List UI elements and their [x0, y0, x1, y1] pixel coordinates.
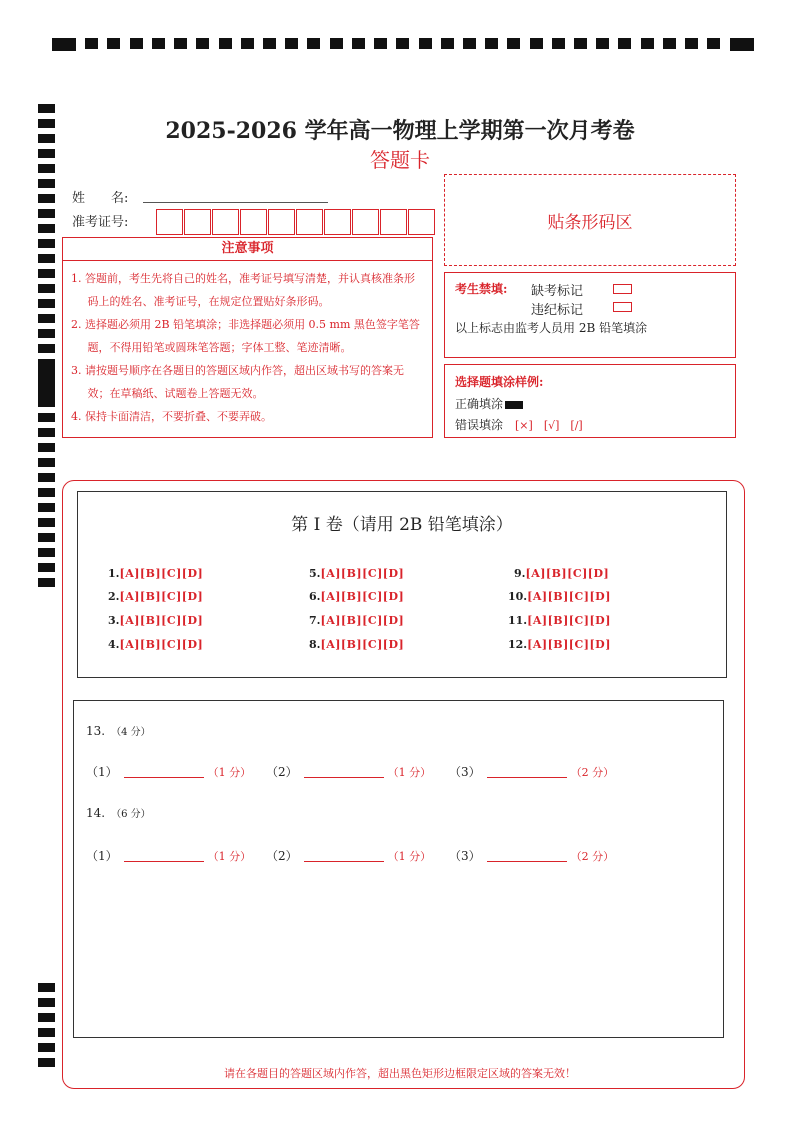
absent-mark-box[interactable] [613, 284, 632, 294]
left-timing-marks-3 [38, 983, 56, 1073]
exam-subtitle: 答题卡 [370, 148, 430, 172]
question-13-header: 13. （4 分） [86, 724, 151, 738]
choice-question[interactable]: 1.[A][B][C][D] [108, 567, 204, 580]
footer-note: 请在各题目的答题区域内作答，超出黑色矩形边框限定区域的答案无效！ [224, 1067, 576, 1080]
violation-mark-box[interactable] [613, 302, 632, 312]
notice-title: 注意事项 [63, 238, 432, 261]
q13-part-3[interactable]: （3） （2 分） [449, 765, 615, 779]
name-field[interactable] [143, 202, 328, 203]
choice-question[interactable]: 12.[A][B][C][D] [508, 638, 611, 651]
q13-part-1[interactable]: （1） （1 分） [86, 765, 252, 779]
top-timing-marks [52, 38, 754, 51]
notice-item: 1. 答题前，考生先将自己的姓名，准考证号填写清楚，并认真核准条形码上的姓名、准考证号，在规定位置贴好条形码。 [71, 272, 415, 308]
notice-box [62, 237, 433, 438]
forbidden-note: 以上标志由监考人员用 2B 铅笔填涂 [455, 321, 648, 335]
q14-part-2[interactable]: （2） （1 分） [266, 849, 432, 863]
violation-label: 违纪标记 [531, 303, 584, 318]
sample-title: 选择题填涂样例: [455, 375, 544, 389]
exam-title: 2025-2026 学年高一物理上学期第一次月考卷 [165, 118, 635, 144]
wrong-fill-marks: [×] [√] [/] [515, 419, 583, 432]
forbidden-title: 考生禁填: [455, 282, 508, 296]
barcode-area: 贴条形码区 [444, 174, 736, 266]
q14-part-3[interactable]: （3） （2 分） [449, 849, 615, 863]
notice-item: 4. 保持卡面清洁，不要折叠、不要弄破。 [71, 410, 272, 423]
choice-question[interactable]: 2.[A][B][C][D] [108, 590, 204, 603]
section-1-title: 第 I 卷（请用 2B 铅笔填涂） [291, 515, 513, 535]
wrong-label: 错误填涂 [455, 418, 504, 432]
q14-part-1[interactable]: （1） （1 分） [86, 849, 252, 863]
id-number-boxes[interactable] [156, 209, 436, 235]
notice-item: 2. 选择题必须用 2B 铅笔填涂；非选择题必须用 0.5 mm 黑色签字笔答题，不得用铅笔或圆珠笔答题；字体工整、笔迹清晰。 [71, 318, 420, 354]
id-label: 准考证号: [72, 215, 129, 230]
question-14-header: 14. （6 分） [86, 806, 151, 820]
absent-label: 缺考标记 [531, 284, 584, 299]
choice-question[interactable]: 8.[A][B][C][D] [309, 638, 405, 651]
choice-question[interactable]: 11.[A][B][C][D] [508, 614, 611, 627]
name-label: 姓 名: [72, 191, 129, 206]
choice-question[interactable]: 6.[A][B][C][D] [309, 590, 405, 603]
choice-question[interactable]: 10.[A][B][C][D] [508, 590, 611, 603]
correct-fill-mark [505, 401, 523, 409]
choice-question[interactable]: 7.[A][B][C][D] [309, 614, 405, 627]
correct-label: 正确填涂 [455, 397, 504, 411]
fill-sample-box [444, 364, 736, 438]
forbidden-fill-box [444, 272, 736, 358]
choice-question[interactable]: 4.[A][B][C][D] [108, 638, 204, 651]
left-timing-marks-2 [38, 368, 56, 593]
choice-question[interactable]: 5.[A][B][C][D] [309, 567, 405, 580]
q13-part-2[interactable]: （2） （1 分） [266, 765, 432, 779]
choice-question[interactable]: 9.[A][B][C][D] [514, 567, 610, 580]
choice-question[interactable]: 3.[A][B][C][D] [108, 614, 204, 627]
notice-item: 3. 请按题号顺序在各题目的答题区域内作答，超出区域书写的答案无效；在草稿纸、试题卷上答题无效。 [71, 364, 404, 400]
section-2 [73, 700, 724, 1038]
